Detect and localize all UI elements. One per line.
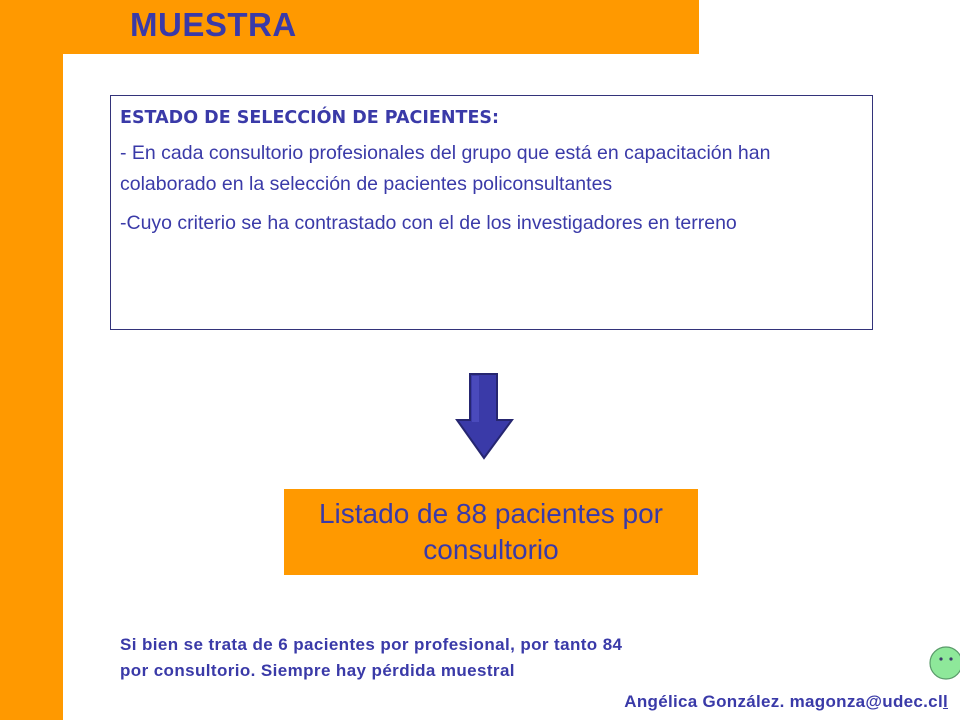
slide-title: MUESTRA bbox=[130, 6, 297, 43]
sample-loss-note bbox=[120, 632, 820, 684]
left-accent-bar bbox=[0, 0, 63, 720]
smiley-face-icon bbox=[928, 645, 960, 681]
status-paragraph-1: - En cada consultorio profesionales del grupo que está en capacitación han colaborado en la selección de pacientes policonsultantes bbox=[120, 142, 771, 195]
patient-selection-status-box bbox=[110, 95, 873, 330]
footer-author bbox=[560, 692, 948, 712]
patient-list-box bbox=[284, 489, 698, 575]
footer-link[interactable]: l bbox=[942, 692, 948, 711]
note-line-2: por consultorio. Siempre hay pérdida muestral bbox=[120, 661, 515, 680]
status-paragraph-2: -Cuyo criterio se ha contrastado con el de los investigadores en terreno bbox=[120, 212, 737, 234]
title-band bbox=[0, 0, 699, 54]
status-heading: ESTADO DE SELECCIÓN DE PACIENTES: bbox=[120, 108, 500, 128]
down-arrow-icon bbox=[455, 372, 515, 462]
author-email: Angélica González. magonza@udec.cl bbox=[624, 692, 943, 711]
note-line-1: Si bien se trata de 6 pacientes por profesional, por tanto 84 bbox=[120, 635, 623, 654]
patient-list-text: Listado de 88 pacientes por consultorio bbox=[318, 498, 664, 565]
